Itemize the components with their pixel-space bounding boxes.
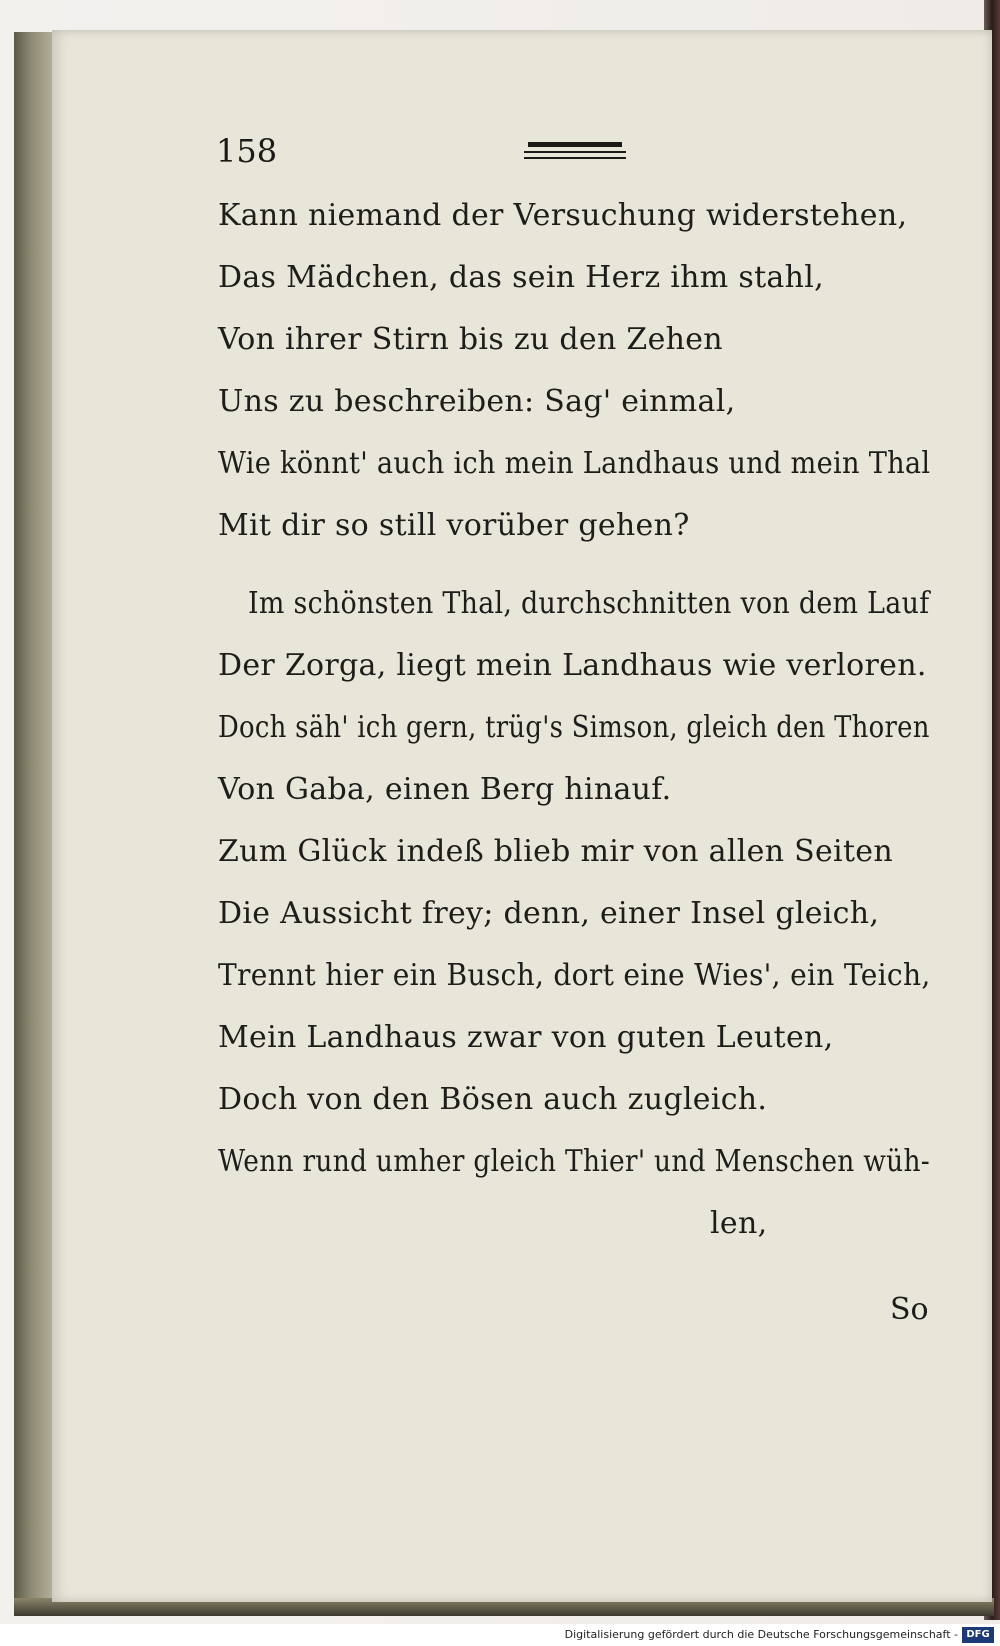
text-line: Das Mädchen, das sein Herz ihm stahl, [218,260,824,295]
page-number: 158 [216,132,278,170]
text-line: Im schönsten Thal, durchschnitten von dem Lauf [248,586,930,621]
text-line: Uns zu beschreiben: Sag' einmal, [218,384,736,419]
text-line: Von ihrer Stirn bis zu den Zehen [218,322,723,357]
text-line: Die Aussicht frey; denn, einer Insel gleich, [218,896,880,931]
header-rule [524,142,626,162]
text-line: Doch von den Bösen auch zugleich. [218,1082,768,1117]
text-line: Doch säh' ich gern, trüg's Simson, gleich den Thoren [218,710,930,745]
text-line: Mein Landhaus zwar von guten Leuten, [218,1020,834,1055]
text-line: Wie könnt' auch ich mein Landhaus und mein Thal [218,446,931,481]
text-line: Trennt hier ein Busch, dort eine Wies', ein Teich, [218,958,931,993]
catchword: So [890,1292,929,1327]
text-line: Zum Glück indeß blieb mir von allen Seiten [218,834,893,869]
text-line: Kann niemand der Versuchung widerstehen, [218,198,908,233]
text-line: Der Zorga, liegt mein Landhaus wie verloren. [218,648,927,683]
text-line: Mit dir so still vorüber gehen? [218,508,690,543]
text-line: Wenn rund umher gleich Thier' und Menschen wüh- [218,1144,930,1179]
text-line: Von Gaba, einen Berg hinauf. [218,772,672,807]
funding-note: Digitalisierung gefördert durch die Deutsche Forschungsgemeinschaft - [564,1628,958,1641]
footer-bar [0,1624,1000,1646]
book-edge-left [14,32,56,1614]
text-line: len, [710,1206,768,1241]
dfg-logo: DFG [962,1627,994,1643]
